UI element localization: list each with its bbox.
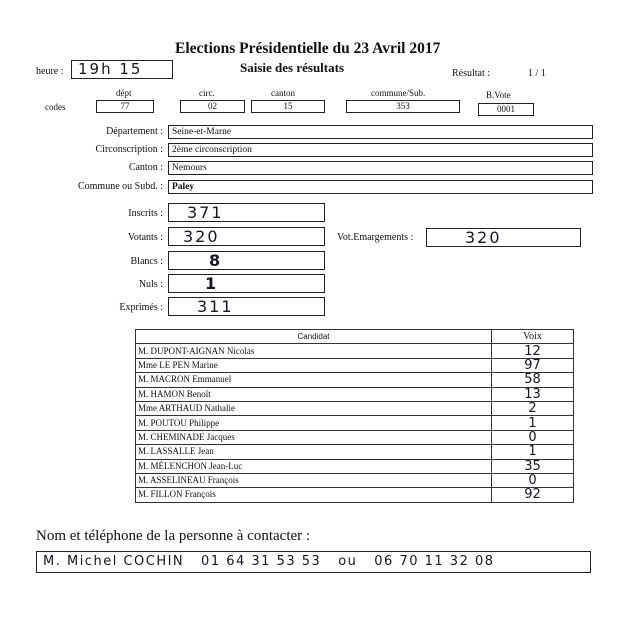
candidate-name: M. HAMON Benoît	[136, 387, 492, 401]
candidate-votes[interactable]: 0	[492, 430, 574, 444]
canton-field[interactable]: Nemours	[168, 161, 593, 175]
resultat-label: Résultat :	[452, 68, 491, 79]
bvote-field[interactable]: 0001	[478, 103, 534, 116]
blancs-field[interactable]: 8	[168, 251, 325, 270]
table-row	[136, 344, 574, 358]
table-header-row	[136, 330, 574, 344]
votants-field[interactable]: 320	[168, 227, 325, 246]
table-row	[136, 387, 574, 401]
heure-label: heure :	[36, 66, 64, 77]
commune-field[interactable]: Paley	[168, 180, 593, 194]
circonscription-field[interactable]: 2ème circonscription	[168, 143, 593, 157]
table-row	[136, 416, 574, 430]
exprimes-field[interactable]: 311	[168, 297, 325, 316]
candidate-votes[interactable]: 92	[492, 488, 574, 502]
departement-label: Département :	[106, 126, 163, 137]
candidate-votes[interactable]: 2	[492, 401, 574, 415]
candidate-votes[interactable]: 13	[492, 387, 574, 401]
col-voix-header: Voix	[492, 330, 574, 344]
inscrits-label: Inscrits :	[128, 208, 163, 219]
candidate-votes[interactable]: 12	[492, 344, 574, 358]
contact-label: Nom et téléphone de la personne à contacter :	[36, 528, 311, 544]
candidate-name: M. DUPONT-AIGNAN Nicolas	[136, 344, 492, 358]
table-row	[136, 373, 574, 387]
contact-field[interactable]: M. Michel COCHIN 01 64 31 53 53 ou 06 70 11 32 08	[36, 551, 591, 573]
dept-label: dépt	[116, 88, 132, 98]
nuls-label: Nuls :	[138, 279, 163, 290]
canton-code-field[interactable]: 15	[251, 100, 325, 113]
canton-label: Canton :	[128, 162, 163, 173]
commune-label: Commune ou Subd. :	[77, 181, 163, 192]
circonscription-label: Circonscription :	[95, 144, 163, 155]
codes-label: codes	[45, 102, 66, 112]
candidate-name: M. POUTOU Philippe	[136, 416, 492, 430]
candidate-name: Mme ARTHAUD Nathalie	[136, 401, 492, 415]
candidate-votes[interactable]: 1	[492, 445, 574, 459]
blancs-label: Blancs :	[130, 256, 163, 267]
table-row	[136, 430, 574, 444]
exprimes-label: Exprimés :	[119, 302, 163, 313]
inscrits-field[interactable]: 371	[168, 203, 325, 222]
table-row	[136, 488, 574, 502]
candidate-name: M. FILLON François	[136, 488, 492, 502]
heure-field[interactable]: 19h 15	[71, 60, 173, 79]
form-title: Elections Présidentielle du 23 Avril 2017	[175, 40, 441, 57]
candidate-votes[interactable]: 1	[492, 416, 574, 430]
results-table	[135, 329, 574, 503]
candidate-votes[interactable]: 0	[492, 473, 574, 487]
col-candidat-header: Candidat	[136, 330, 492, 344]
votants-label: Votants :	[127, 232, 163, 243]
resultat-value: 1 / 1	[528, 68, 546, 79]
departement-field[interactable]: Seine-et-Marne	[168, 125, 593, 139]
table-row	[136, 401, 574, 415]
candidate-name: Mme LE PEN Marine	[136, 358, 492, 372]
candidate-name: M. MÉLENCHON Jean-Luc	[136, 459, 492, 473]
candidate-name: M. CHEMINADE Jacques	[136, 430, 492, 444]
commune-code-label: commune/Sub.	[371, 88, 426, 98]
candidate-name: M. ASSELINEAU François	[136, 473, 492, 487]
table-row	[136, 459, 574, 473]
dept-field[interactable]: 77	[96, 100, 154, 113]
nuls-field[interactable]: 1	[168, 274, 325, 293]
candidate-votes[interactable]: 58	[492, 373, 574, 387]
candidate-votes[interactable]: 35	[492, 459, 574, 473]
commune-code-field[interactable]: 353	[346, 100, 460, 113]
table-row	[136, 358, 574, 372]
circ-label: circ.	[199, 88, 215, 98]
emargements-label: Vot.Emargements :	[337, 232, 414, 243]
canton-code-label: canton	[271, 88, 295, 98]
form-subtitle: Saisie des résultats	[240, 60, 344, 75]
table-row	[136, 473, 574, 487]
candidate-name: M. LASSALLE Jean	[136, 445, 492, 459]
emargements-field[interactable]: 320	[426, 228, 581, 247]
candidate-votes[interactable]: 97	[492, 358, 574, 372]
candidate-name: M. MACRON Emmanuel	[136, 373, 492, 387]
bvote-label: B.Vote	[486, 90, 511, 100]
table-row	[136, 445, 574, 459]
circ-field[interactable]: 02	[180, 100, 245, 113]
